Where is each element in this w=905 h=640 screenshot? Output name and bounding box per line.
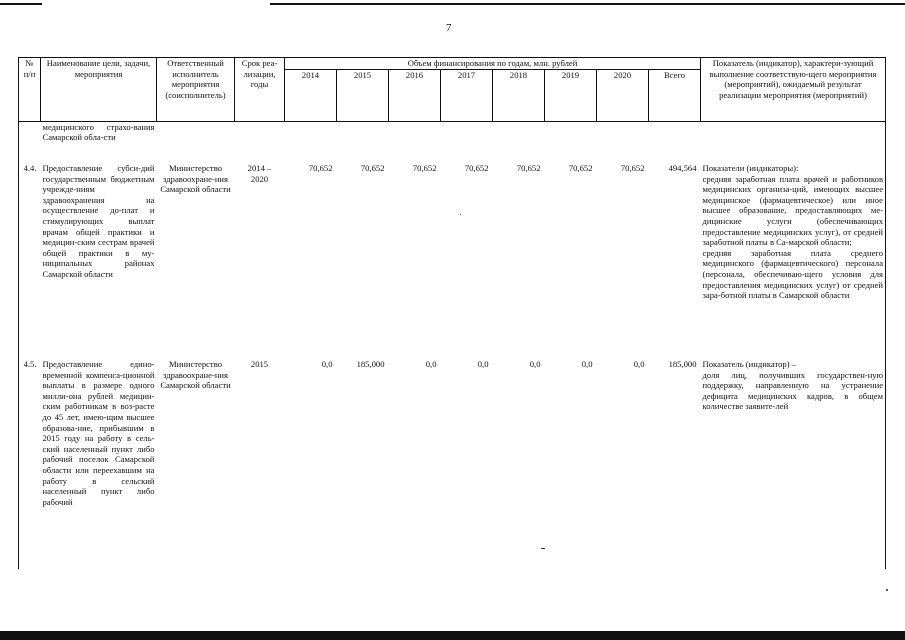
page-number: 7 — [446, 22, 452, 34]
value-cell: 70,652 — [464, 163, 489, 174]
value-cell: 70,652 — [360, 163, 385, 174]
top-rule-left — [0, 3, 42, 5]
scan-speck — [541, 548, 545, 549]
header-term: Срок реа-лизации, годы — [235, 58, 285, 122]
header-year: 2015 — [337, 69, 389, 121]
header-year: 2014 — [285, 69, 337, 121]
value-cell: 70,652 — [412, 163, 437, 174]
total-cell: 185,000 — [668, 359, 697, 370]
row-number: 4.5. — [19, 359, 41, 569]
value-cell: 0,0 — [425, 359, 437, 370]
value-cell: 0,0 — [633, 359, 645, 370]
scan-speck — [460, 214, 461, 215]
bottom-scan-border — [0, 631, 905, 640]
top-rule-right — [270, 3, 905, 5]
row-name: Предоставление субси-дий государственным бюджетным учрежде-ниям здравоохранения на осуществление до-плат и стимулирующих выплат врачам общей практики и медицин-ским сестрам врачей общей практики в му-ниципальных районах Самарской области — [42, 163, 155, 280]
funding-table — [18, 57, 886, 569]
value-cell: 0,0 — [529, 359, 541, 370]
table-row — [19, 163, 886, 359]
value-cell: 185,000 — [356, 359, 385, 370]
value-cell: 0,0 — [321, 359, 333, 370]
header-year: 2018 — [493, 69, 545, 121]
header-total: Всего — [649, 69, 701, 121]
row-indicator: Показатель (индикатор) – доля лиц, получивших государствен-ную поддержку, направленную на устранение дефицита медицинских кадров, в общем количестве заявите-лей — [701, 359, 886, 569]
row-term: 2015 — [250, 359, 269, 370]
row-indicator: Показатели (индикаторы): средняя заработная плата врачей и работников медицинских организа-ций, имеющих высшее медицинское (фармацевтическое) или иное высшее образование, предоставляющих ме-дицинские услуги (обеспечивающих предоставление медицинских услуг), от средней заработной платы в Са-марской области; средняя заработная плата среднего медицинского (фармацевтического) персонала (персонала, обеспечиваю-щего условия для предоставления медицинских услуг) от средней зара-ботной платы в Самарской области — [701, 163, 886, 359]
value-cell: 0,0 — [477, 359, 489, 370]
header-indicator: Показатель (индикатор), характери-зующий выполнение соответствую-щего мероприятия (мероприятий), ожидаемый результат реализации мероприятия (мероприятий) — [701, 58, 886, 122]
value-cell: 70,652 — [620, 163, 645, 174]
row-number: 4.4. — [19, 163, 41, 359]
header-name: Наименование цели, задачи, мероприятия — [41, 58, 157, 122]
header-year: 2016 — [389, 69, 441, 121]
header-year: 2020 — [597, 69, 649, 121]
continuation-text: медицинского страхо-вания Самарской обла-сти — [42, 121, 155, 143]
table-row — [19, 359, 886, 569]
value-cell: 70,652 — [308, 163, 333, 174]
total-cell: 494,564 — [668, 163, 697, 174]
header-year: 2019 — [545, 69, 597, 121]
value-cell: 70,652 — [568, 163, 593, 174]
value-cell: 0,0 — [581, 359, 593, 370]
header-number: № п/п — [19, 58, 41, 122]
value-cell: 70,652 — [516, 163, 541, 174]
header-year: 2017 — [441, 69, 493, 121]
scan-speck — [886, 589, 888, 591]
row-term: 2014 – 2020 — [247, 163, 272, 184]
header-funding: Объем финансирования по годам, млн. рублей — [285, 58, 701, 70]
header-responsible: Ответственный исполнитель мероприятия (соисполнитель) — [157, 58, 235, 122]
row-responsible: Министерство здравоохране-ния Самарской области — [160, 163, 231, 195]
row-name: Предоставление едино-временной компенса-ционной выплаты в размере одного милли-она рублей медицин-ским работникам в воз-расте до 45 лет, имею-щим высшее образова-ние, прибывшим в 2015 году на работу в сель-ский населенный пункт либо рабочий поселок Самарской области или переехавшим на работу в сельский населенный пункт либо рабочий — [42, 359, 155, 507]
row-responsible: Министерство здравоохране-ния Самарской области — [160, 359, 231, 391]
